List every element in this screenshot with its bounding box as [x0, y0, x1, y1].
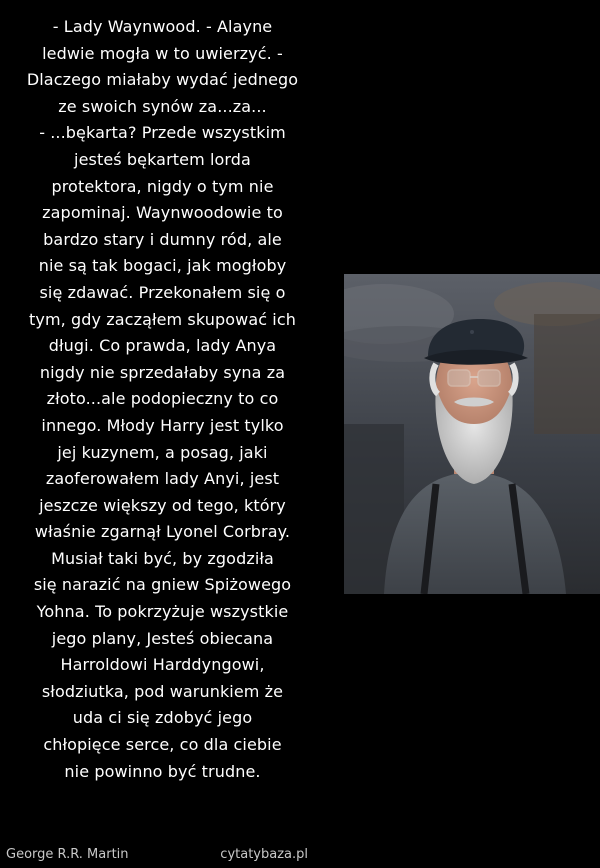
quote-line: jego plany, Jesteś obiecana	[51, 628, 274, 648]
quote-line: bardzo stary i dumny ród, ale	[43, 229, 282, 249]
author-photo	[344, 274, 600, 594]
quote-line: jej kuzynem, a posag, jaki	[57, 442, 268, 462]
quote-line: nie powinno być trudne.	[64, 761, 261, 781]
author-name: George R.R. Martin	[6, 847, 129, 862]
quote-line: Musiał taki być, by zgodziła	[51, 548, 274, 568]
quote-line: złoto...ale podopieczny to co	[46, 389, 279, 409]
quote-line: chłopięce serce, co dla ciebie	[43, 735, 282, 755]
quote-line: nigdy nie sprzedałaby syna za	[39, 362, 286, 382]
quote-line: uda ci się zdobyć jego	[72, 708, 253, 728]
quote-line: Yohna. To pokrzyżuje wszystkie	[36, 602, 289, 622]
site-name: cytatybaza.pl	[220, 847, 308, 862]
quote-line: - ...bękarta? Przede wszystkim	[39, 123, 286, 143]
quote-line: długi. Co prawda, lady Anya	[48, 336, 277, 356]
quote-line: jesteś bękartem lorda	[74, 149, 251, 169]
quote-line: się zdawać. Przekonałem się o	[39, 282, 286, 302]
quote-line: nie są tak bogaci, jak mogłoby	[38, 256, 287, 276]
quote-line: ze swoich synów za...za...	[58, 96, 267, 116]
quote-line: innego. Młody Harry jest tylko	[41, 415, 284, 435]
quote-line: Harroldowi Harddyngowi,	[60, 655, 265, 675]
quote-line: jeszcze większy od tego, który	[39, 495, 286, 515]
quote-line: Dlaczego miałaby wydać jednego	[26, 70, 299, 90]
quote-text	[10, 14, 315, 785]
quote-line: zaoferowałem lady Anyi, jest	[45, 469, 280, 489]
quote-line: ledwie mogła w to uwierzyć. -	[42, 43, 283, 63]
quote-line: słodziutka, pod warunkiem że	[41, 681, 284, 701]
quote-line: - Lady Waynwood. - Alayne	[52, 17, 273, 36]
quote-line: właśnie zgarnął Lyonel Corbray.	[34, 522, 291, 542]
quote-line: się narazić na gniew Spiżowego	[33, 575, 292, 595]
quote-line: tym, gdy zacząłem skupować ich	[29, 309, 296, 329]
author-portrait-illustration	[344, 274, 600, 594]
quote-line: zapominaj. Waynwoodowie to	[42, 203, 283, 223]
quote-line: protektora, nigdy o tym nie	[51, 176, 274, 196]
